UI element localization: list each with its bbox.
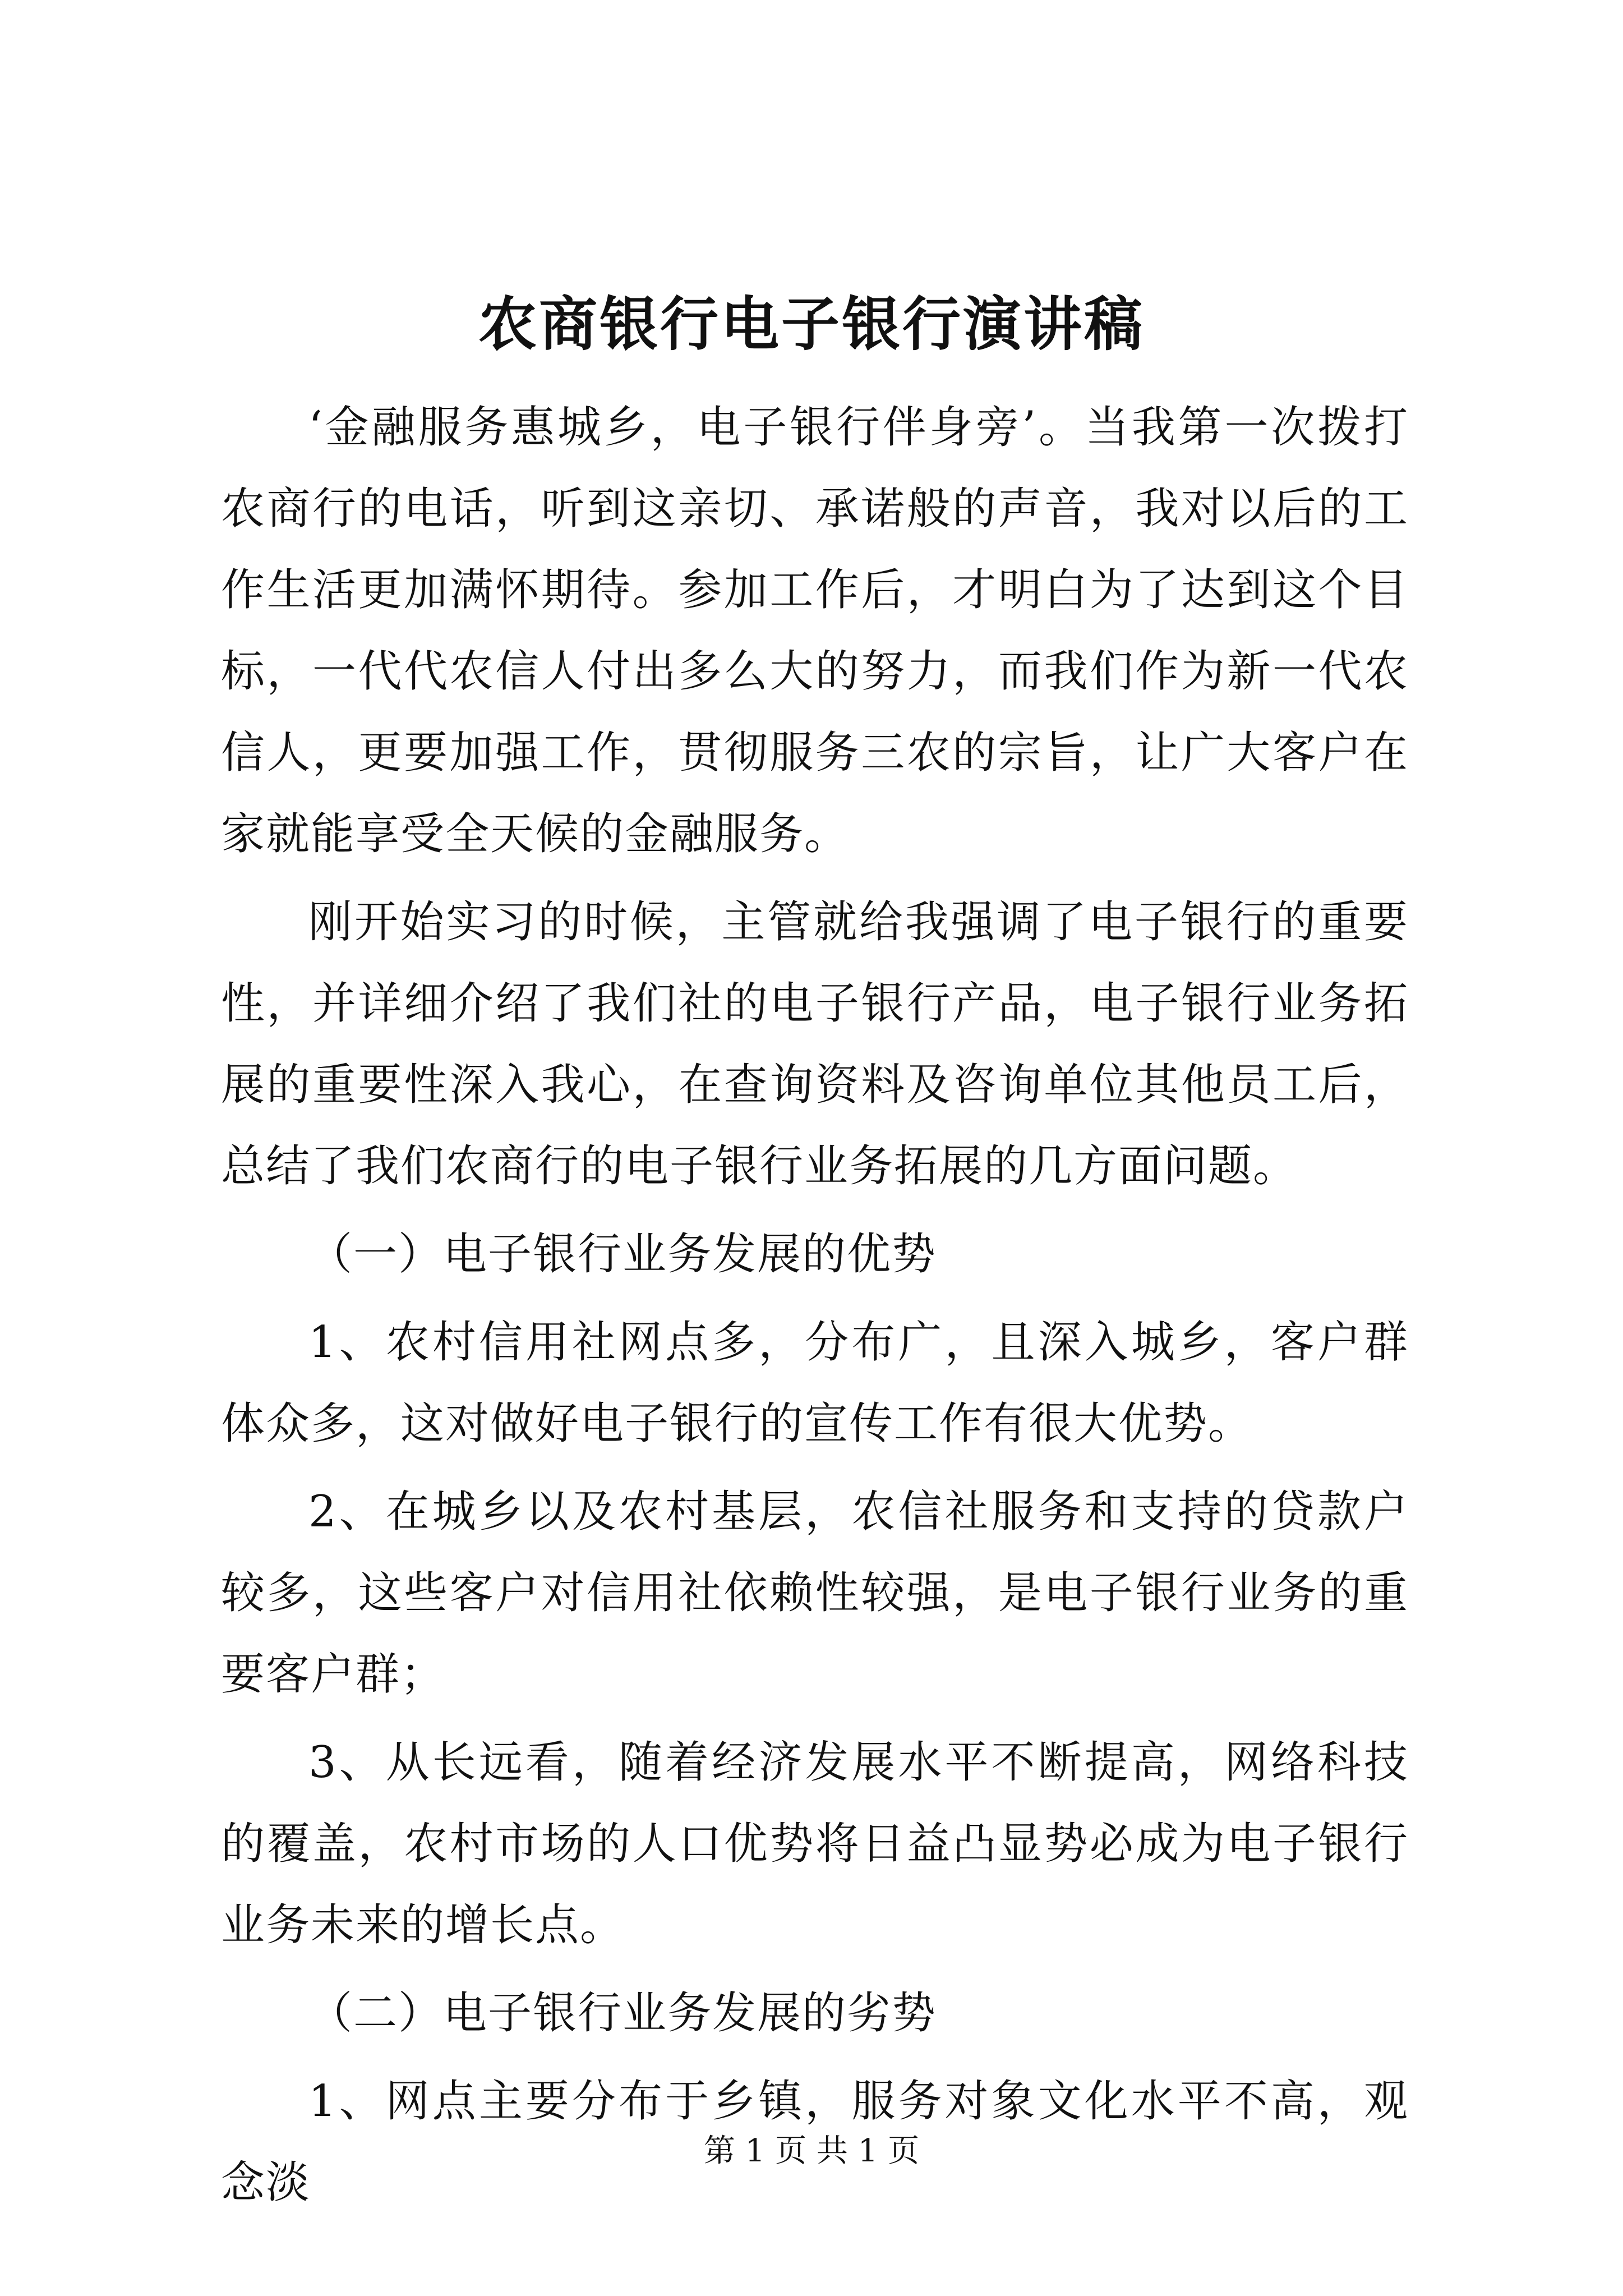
paragraph-advantage-3: 3、从长远看，随着经济发展水平不断提高，网络科技的覆盖，农村市场的人口优势将日益凸显势必成为电子银行业务未来的增长点。	[221, 1737, 1409, 1950]
document-body	[221, 387, 1409, 2224]
paragraph-advantage-2: 2、在城乡以及农村基层，农信社服务和支持的贷款户较多，这些客户对信用社依赖性较强，是电子银行业务的重要客户群；	[221, 1487, 1409, 1700]
page-footer: 第 1 页 共 1 页	[703, 2133, 920, 2169]
paragraph-disadvantage-1: 1、网点主要分布于乡镇，服务对象文化水平不高，观念淡	[221, 2076, 1409, 2208]
section-heading-advantages: （一）电子银行业务发展的优势	[308, 1229, 937, 1280]
paragraph-internship: 刚开始实习的时候，主管就给我强调了电子银行的重要性，并详细介绍了我们社的电子银行产品，电子银行业务拓展的重要性深入我心，在查询资料及咨询单位其他员工后，总结了我们农商行的电子银行业务拓展的几方面问题。	[221, 897, 1409, 1191]
section-heading-disadvantages: （二）电子银行业务发展的劣势	[308, 1988, 937, 2039]
document-title: 农商银行电子银行演讲稿	[478, 289, 1145, 358]
paragraph-intro: ‘金融服务惠城乡，电子银行伴身旁’。当我第一次拨打农商行的电话，听到这亲切、承诺般的声音，我对以后的工作生活更加满怀期待。参加工作后，才明白为了达到这个目标，一代代农信人付出多么大的努力，而我们作为新一代农信人，更要加强工作，贯彻服务三农的宗旨，让广大客户在家就能享受全天候的金融服务。	[221, 402, 1409, 859]
paragraph-advantage-1: 1、农村信用社网点多，分布广，且深入城乡，客户群体众多，这对做好电子银行的宣传工作有很大优势。	[221, 1317, 1409, 1449]
